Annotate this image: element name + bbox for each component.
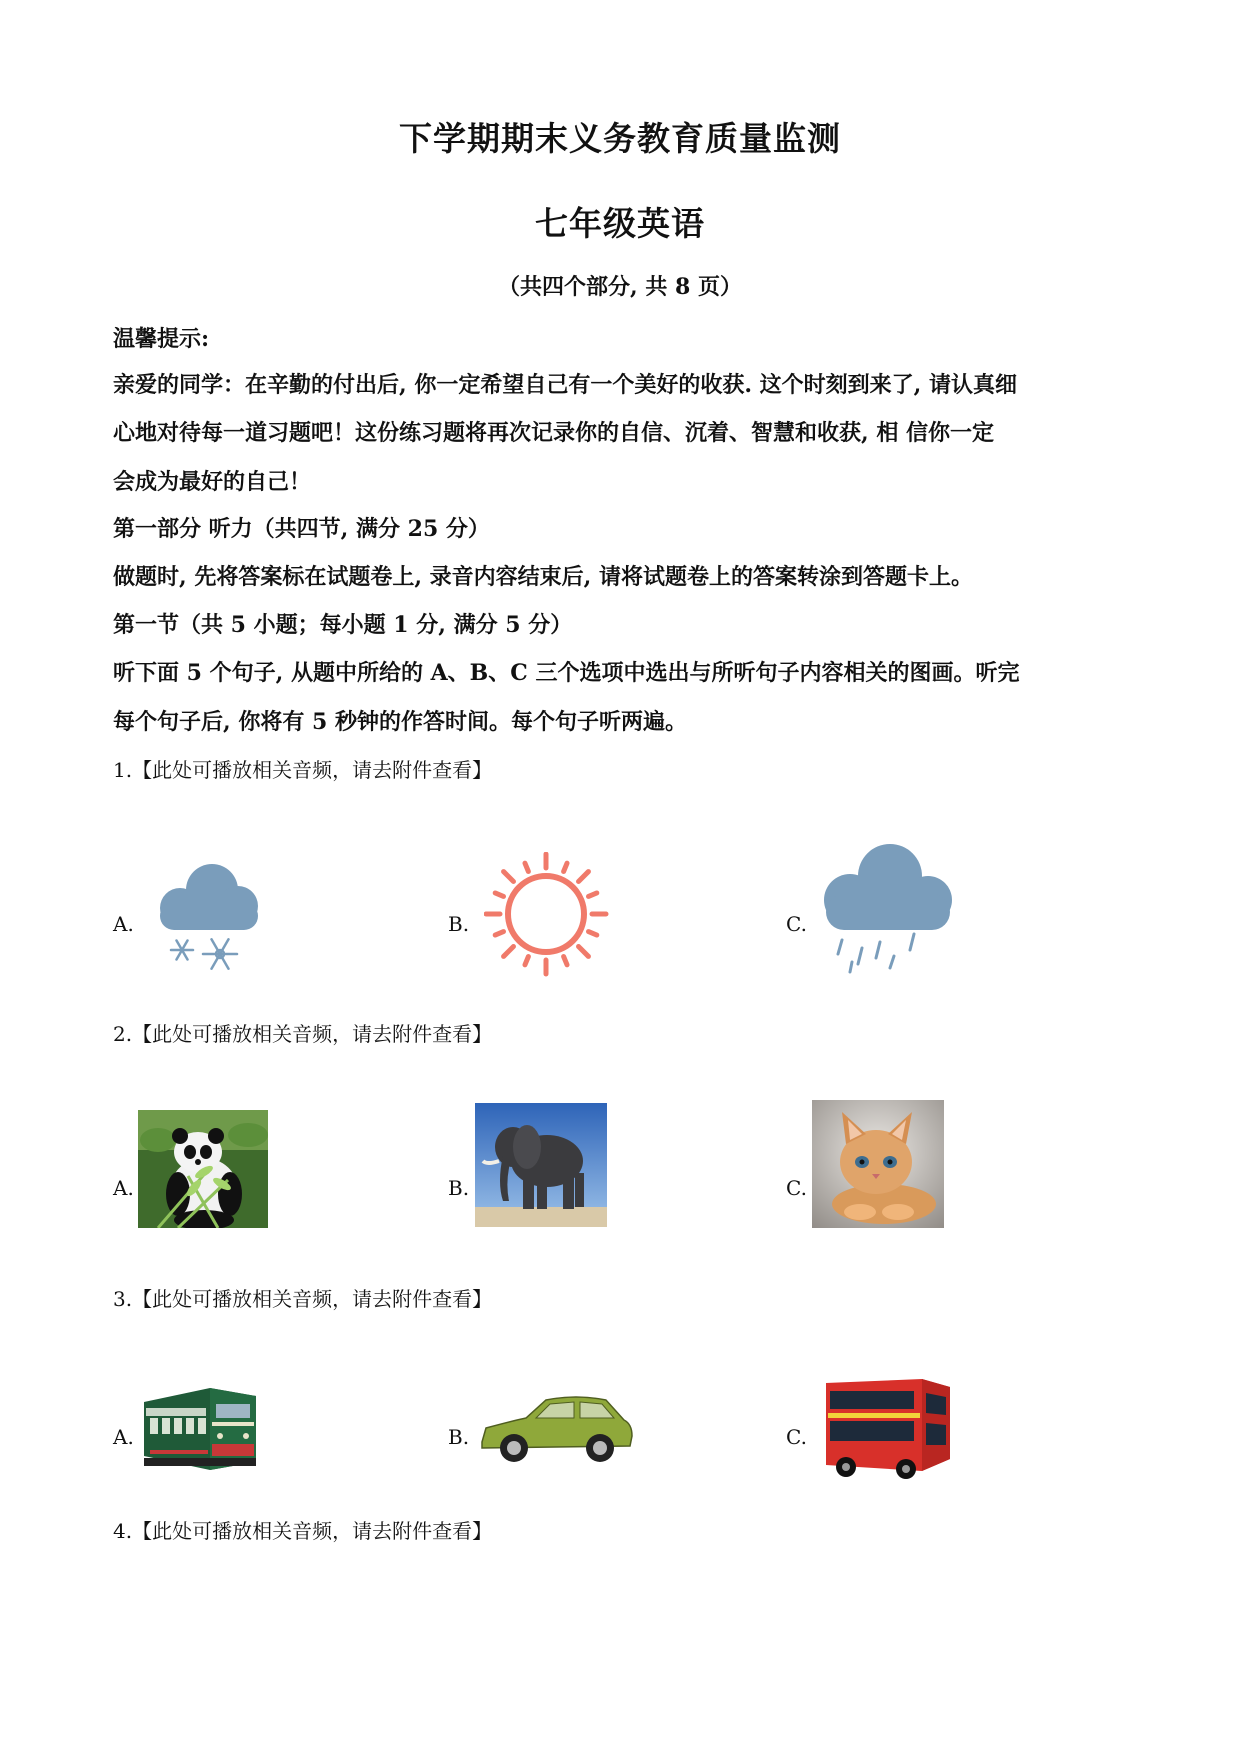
sun-ray xyxy=(504,872,514,882)
section1-heading: 第一节（共 5 小题；每小题 1 分, 满分 5 分） xyxy=(113,612,573,638)
panda-image[interactable] xyxy=(138,1110,268,1228)
section1-line: 听下面 5 个句子, 从题中所给的 A、B、C 三个选项中选出与所听句子内容相关的图画。听完 xyxy=(113,660,1020,686)
option-letter: B. xyxy=(448,1425,470,1449)
section1-line: 每个句子后, 你将有 5 秒钟的作答时间。每个句子听两遍。 xyxy=(113,709,687,735)
sun-ray xyxy=(564,956,567,964)
option-letter: B. xyxy=(448,1176,470,1200)
sun-ray xyxy=(525,956,528,964)
sun-icon[interactable] xyxy=(484,852,609,977)
part1-instruction: 做题时, 先将答案标在试题卷上, 录音内容结束后, 请将试题卷上的答案转涂到答题卡上。 xyxy=(113,564,973,590)
question-4-label[interactable]: 4.【此处可播放相关音频，请去附件查看】 xyxy=(113,1519,493,1543)
kitten-image[interactable] xyxy=(812,1100,944,1228)
sun-ray xyxy=(495,932,503,935)
pages-note: （共四个部分, 共 8 页） xyxy=(498,274,742,300)
sun-ray xyxy=(564,863,567,871)
option-letter: A. xyxy=(113,912,134,936)
question-2-label[interactable]: 2.【此处可播放相关音频，请去附件查看】 xyxy=(113,1022,493,1046)
rain-cloud-icon[interactable] xyxy=(822,838,954,978)
tips-line: 会成为最好的自己！ xyxy=(113,469,312,495)
double-decker-bus-image[interactable] xyxy=(822,1375,952,1479)
question-1-label[interactable]: 1.【此处可播放相关音频，请去附件查看】 xyxy=(113,758,493,782)
tips-line: 心地对待每一道习题吧！这份练习题将再次记录你的自信、沉着、智慧和收获, 相 信你一定 xyxy=(113,420,994,446)
exam-title: 下学期期末义务教育质量监测 xyxy=(399,119,841,158)
option-letter: B. xyxy=(448,912,470,936)
sun-ray xyxy=(579,872,589,882)
tips-heading: 温馨提示: xyxy=(113,326,210,352)
option-letter: A. xyxy=(113,1425,134,1449)
sun-ray xyxy=(495,893,503,896)
option-letter: C. xyxy=(786,1425,807,1449)
car-image[interactable] xyxy=(476,1392,636,1466)
tips-line: 亲爱的同学：在辛勤的付出后, 你一定希望自己有一个美好的收获. 这个时刻到来了, 请认真细 xyxy=(113,372,1017,398)
sun-ray xyxy=(504,947,514,957)
exam-subject: 七年级英语 xyxy=(535,204,705,243)
option-letter: A. xyxy=(113,1176,134,1200)
sun-ray xyxy=(588,893,596,896)
question-3-label[interactable]: 3.【此处可播放相关音频，请去附件查看】 xyxy=(113,1287,493,1311)
part1-heading: 第一部分 听力（共四节, 满分 25 分） xyxy=(113,516,490,542)
option-letter: C. xyxy=(786,912,807,936)
option-letter: C. xyxy=(786,1176,807,1200)
sun-ray xyxy=(588,932,596,935)
elephant-image[interactable] xyxy=(475,1103,607,1227)
snow-cloud-icon[interactable] xyxy=(150,858,270,978)
sun-ray xyxy=(525,863,528,871)
train-image[interactable] xyxy=(140,1382,258,1474)
sun-ray xyxy=(579,947,589,957)
